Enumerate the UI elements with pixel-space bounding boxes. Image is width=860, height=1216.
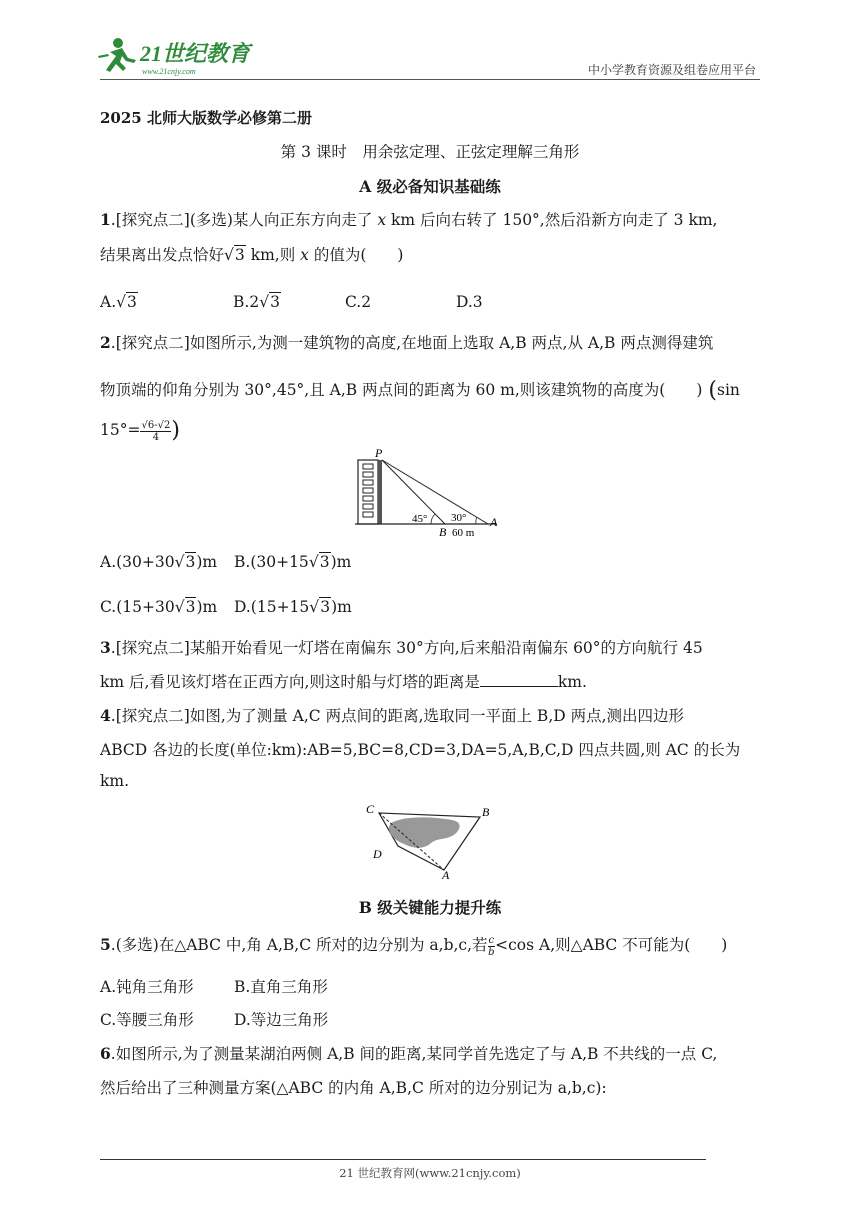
quadrilateral-figure xyxy=(360,800,500,880)
question-5-option-d: D.等边三角形 xyxy=(234,1011,329,1029)
label-angle-30: 30° xyxy=(451,512,467,524)
book-title: 2025 北师大版数学必修第二册 xyxy=(100,109,312,127)
question-1-line-2: 结果离出发点恰好√3 km,则 x 的值为( ) xyxy=(100,246,404,264)
question-3-number: 3 xyxy=(100,638,111,657)
question-5-option-b: B.直角三角形 xyxy=(234,978,328,996)
logo-url: www.21cnjy.com xyxy=(142,67,196,76)
question-2-line-3: 15°= $\frac{√6-√2}{4}$ ) xyxy=(100,418,180,443)
question-6-number: 6 xyxy=(100,1044,111,1063)
question-3-line-2: km 后,看见该灯塔在正西方向,则这时船与灯塔的距离是 km. xyxy=(100,673,587,691)
label-angle-45: 45° xyxy=(412,513,428,525)
answer-blank xyxy=(480,672,558,687)
sin15-fraction: $\frac{√6-√2}{4}$ xyxy=(141,419,171,443)
building-elevation-figure xyxy=(355,446,505,538)
header-platform-text: 中小学教育资源及组卷应用平台 xyxy=(587,63,756,77)
question-1-option-c: C.2 xyxy=(345,293,372,311)
question-6-line-1: 6.如图所示,为了测量某湖泊两侧 A,B 间的距离,某同学首先选定了与 A,B 不共线的一点 C, xyxy=(100,1044,718,1063)
question-4-line-3: km. xyxy=(100,772,130,790)
question-2-line-1: 2.[探究点二]如图所示,为测一建筑物的高度,在地面上选取 A,B 两点,从 A,B 两点测得建筑 xyxy=(100,333,714,352)
question-3-line-1: 3.[探究点二]某船开始看见一灯塔在南偏东 30°方向,后来船沿南偏东 60°的方向航行 45 xyxy=(100,638,703,657)
question-1-option-a: A.√3 xyxy=(100,293,137,311)
label-distance: 60 m xyxy=(452,527,475,538)
label-d: D xyxy=(373,847,382,861)
site-logo xyxy=(96,34,256,78)
question-6-line-2: 然后给出了三种测量方案(△ABC 的内角 A,B,C 所对的边分别记为 a,b,c): xyxy=(100,1079,607,1097)
question-5-number: 5 xyxy=(100,935,111,954)
label-a: A xyxy=(442,868,450,880)
question-2-number: 2 xyxy=(100,333,111,352)
question-1-option-b: B.2√3 xyxy=(233,293,280,311)
question-2-option-d: D.(15+15√3)m xyxy=(234,598,352,616)
label-c: C xyxy=(366,802,375,816)
question-4-number: 4 xyxy=(100,706,111,725)
question-2-line-2: 物顶端的仰角分别为 30°,45°,且 A,B 两点间的距离为 60 m,则该建筑物的高度为( ) (sin xyxy=(100,378,740,403)
header-divider xyxy=(100,79,760,80)
question-2-option-b: B.(30+15√3)m xyxy=(234,553,352,571)
question-2-option-a: A.(30+30√3)m xyxy=(100,553,218,571)
question-5-option-c: C.等腰三角形 xyxy=(100,1011,194,1029)
lesson-title: 第 3 课时 用余弦定理、正弦定理解三角形 xyxy=(280,143,580,161)
label-a: A xyxy=(490,515,498,529)
footer-divider xyxy=(100,1159,706,1160)
section-a-title: A 级必备知识基础练 xyxy=(359,177,501,196)
label-p: P xyxy=(375,446,383,460)
c-over-b-fraction: $\frac{c}{b}$ xyxy=(488,934,495,958)
building xyxy=(358,460,378,524)
question-5-option-a: A.钝角三角形 xyxy=(100,978,194,996)
question-2-option-c: C.(15+30√3)m xyxy=(100,598,218,616)
question-1-number: 1 xyxy=(100,210,111,229)
section-b-title: B 级关键能力提升练 xyxy=(358,898,502,917)
question-4-line-2: ABCD 各边的长度(单位:km):AB=5,BC=8,CD=3,DA=5,A,B,C,D 四点共圆,则 AC 的长为 xyxy=(100,741,741,759)
question-5-line-1: 5.(多选)在△ABC 中,角 A,B,C 所对的边分别为 a,b,c,若 $\frac{c}{b}$ <cos A,则△ABC 不可能为( ) xyxy=(100,934,728,958)
label-b: B xyxy=(439,525,447,538)
question-4-line-1: 4.[探究点二]如图,为了测量 A,C 两点间的距离,选取同一平面上 B,D 两点,测出四边形 xyxy=(100,706,685,725)
logo-text: 21世纪教育 xyxy=(140,41,251,66)
question-1-option-d: D.3 xyxy=(456,293,483,311)
label-b: B xyxy=(482,805,490,819)
footer-text: 21 世纪教育网(www.21cnjy.com) xyxy=(339,1166,521,1180)
question-1-line-1: 1.[探究点二](多选)某人向正东方向走了 x km 后向右转了 150°,然后沿新方向走了 3 km, xyxy=(100,210,718,229)
